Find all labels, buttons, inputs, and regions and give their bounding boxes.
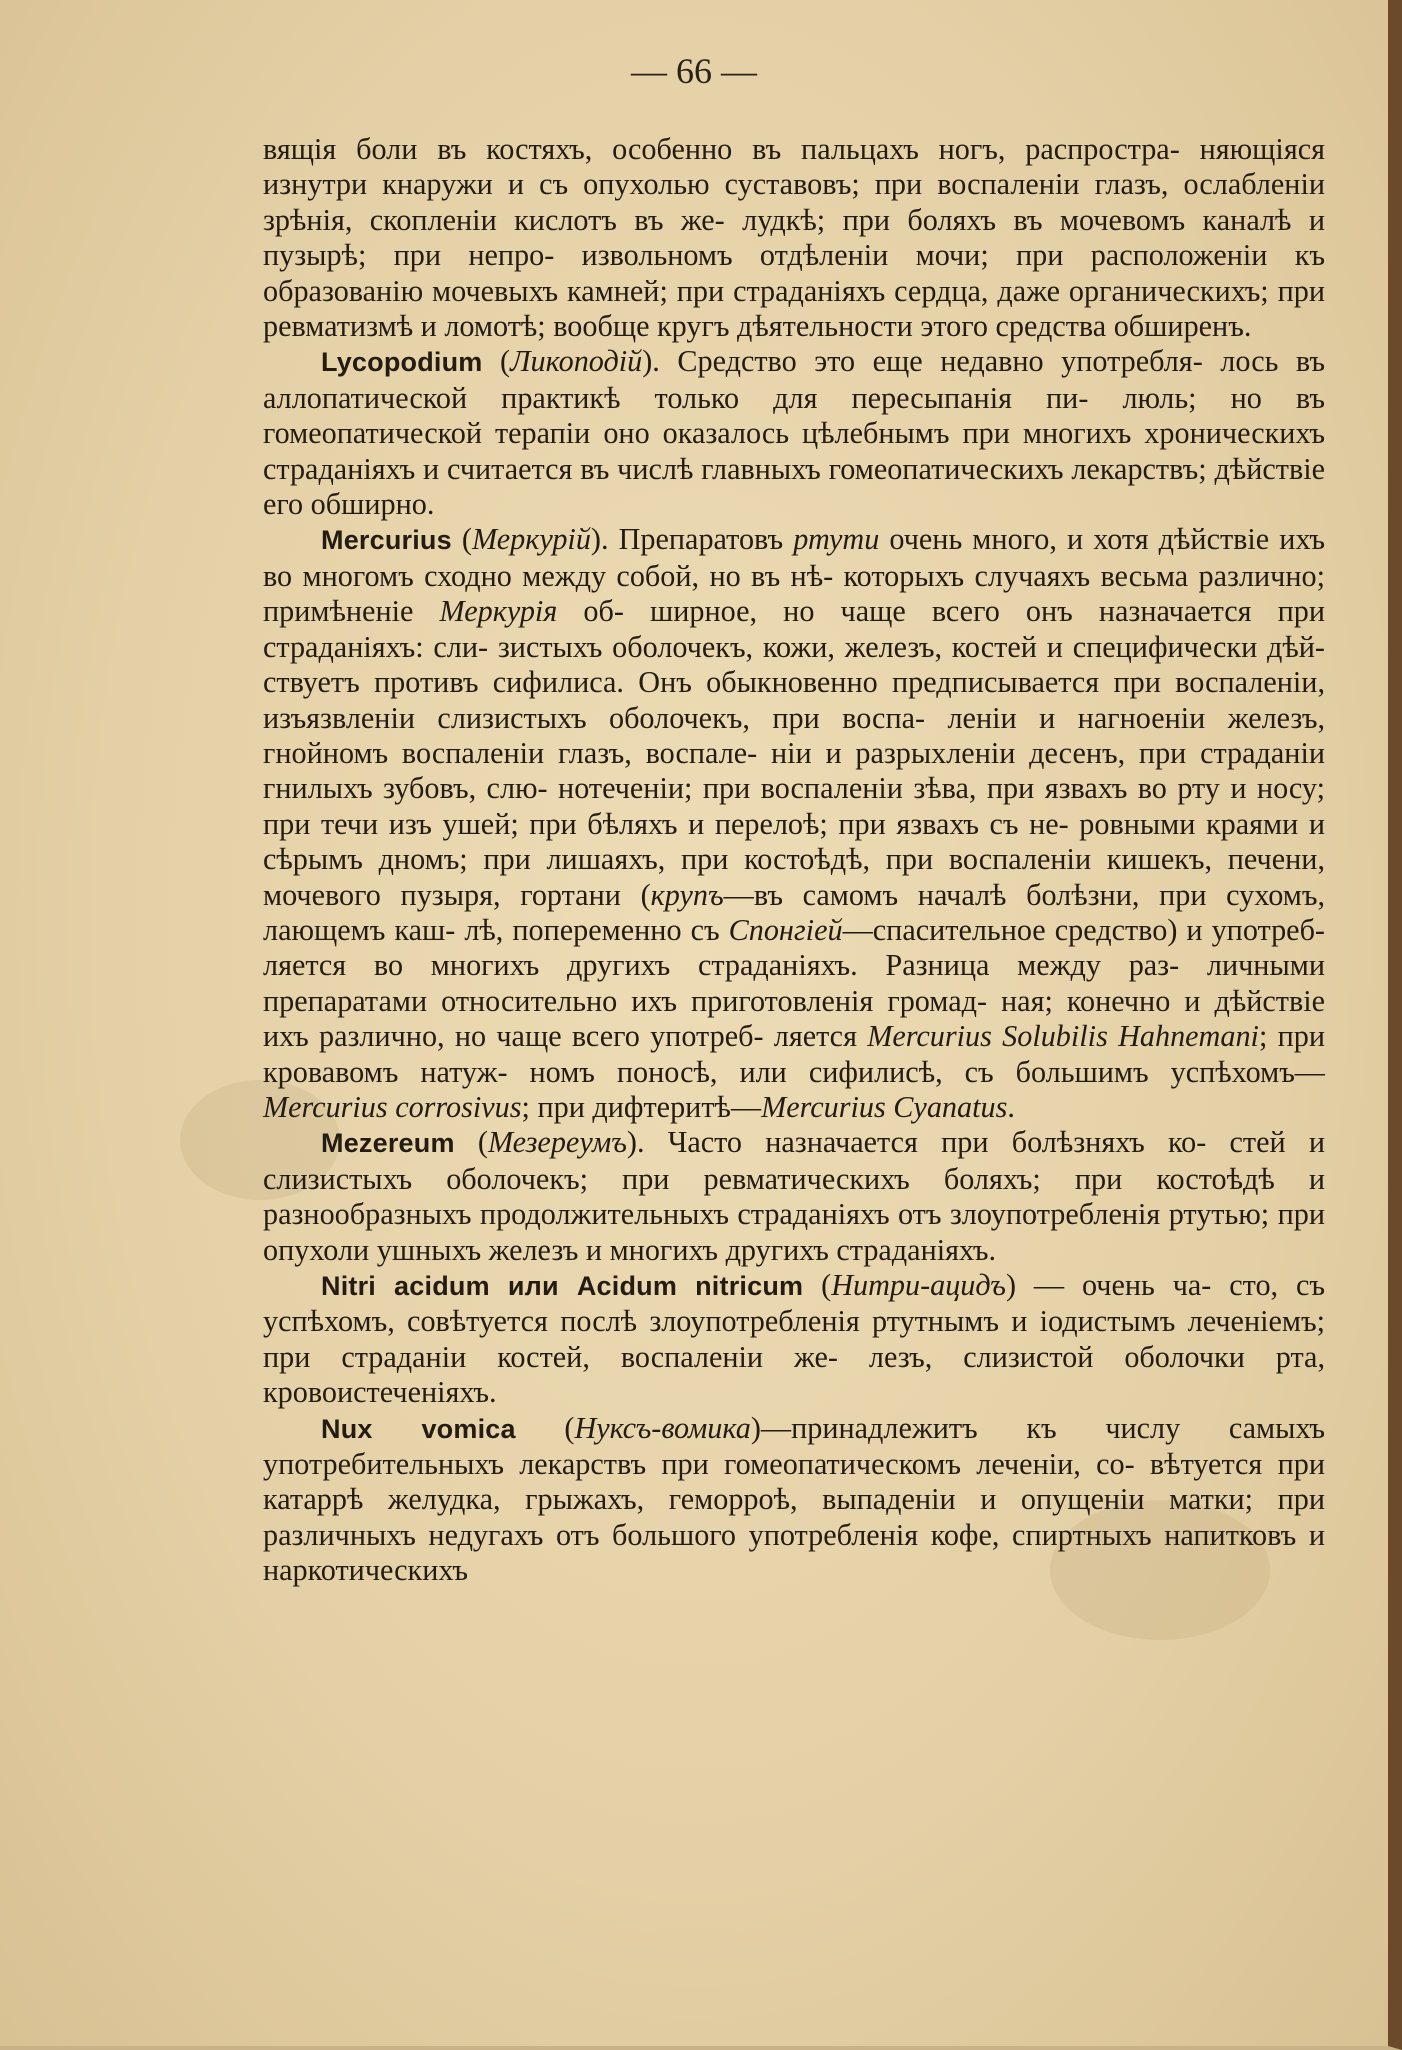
body-text: )—принадлежитъ къ числу самыхъ употребительныхъ лекарствъ при гомеопатическомъ леченіи, со- вѣтуется при катаррѣ желудка, грыжахъ, геморроѣ, выпаденіи и опущеніи матки; при различныхъ недугахъ отъ большого употребленія кофе, спиртныхъ напитковъ и наркотическихъ — [263, 1410, 1325, 1588]
remedy-name: Mezereum — [321, 1128, 455, 1159]
body-text: . — [1007, 1089, 1015, 1124]
body-text: ). Препаратовъ — [590, 522, 794, 557]
paragraph-mezereum — [263, 1125, 1325, 1268]
remedy-name: Nux vomica — [321, 1413, 516, 1444]
italic-term: Mercurius Solubilis Hahnemani — [867, 1019, 1259, 1054]
paragraph-mercurius — [263, 522, 1325, 1125]
body-text: —въ самомъ началѣ болѣзни, при сухомъ, лающемъ каш- лѣ, попеременно съ — [263, 877, 1325, 947]
body-text: ; при дифтеритѣ— — [521, 1089, 762, 1124]
body-text: ( — [454, 1125, 488, 1160]
body-text: ) — очень ча- сто, съ успѣхомъ, совѣтуется послѣ злоупотребленія ртутнымъ и іодистымъ леченіемъ; при страданіи костей, воспаленіи же- лезъ, слизистой оболочки рта, кровоистеченіяхъ. — [263, 1268, 1325, 1410]
body-text: ( — [515, 1410, 575, 1445]
body-text: ). Средство это еще недавно употребля- лось въ аллопатической практикѣ только для пересыпанія пи- люль; но въ гомеопатической терапіи оно оказалось цѣлебнымъ при многихъ хроническихъ страданіяхъ и считается въ числѣ главныхъ гомеопатическихъ лекарствъ; дѣйствіе его обширно. — [263, 344, 1325, 522]
italic-term: Нитри-ацидъ — [831, 1268, 1006, 1302]
italic-term: Меркурій — [472, 522, 591, 557]
paragraph-nitri-acidum — [263, 1268, 1325, 1411]
italic-term: крупъ — [650, 877, 724, 912]
page-number: — 66 — — [631, 51, 757, 91]
remedy-name: Mercurius — [321, 525, 452, 556]
body-text: ; при кровавомъ натуж- номъ поносѣ, или сифилисѣ, съ большимъ успѣхомъ— — [263, 1019, 1325, 1089]
paragraph-nux-vomica — [263, 1411, 1325, 1589]
remedy-name: Nitri acidum или Acidum nitricum — [321, 1271, 804, 1301]
remedy-name: Lycopodium — [321, 347, 483, 378]
italic-term: Мезереумъ — [487, 1125, 627, 1160]
body-text: вящія боли въ костяхъ, особенно въ пальцахъ ногъ, распростра- няющіяся изнутри кнаружи и съ опухолью суставовъ; при воспаленіи глазъ, ослабленіи зрѣнія, скопленіи кислотъ въ же- лудкѣ; при боляхъ въ мочевомъ каналѣ и пузырѣ; при непро- извольномъ отдѣленіи мочи; при расположеніи къ образованію мочевыхъ камней; при страданіяхъ сердца, даже органическихъ; при ревматизмѣ и ломотѣ; вообще кругъ дѣятельности этого средства обширенъ. — [263, 132, 1325, 344]
page-text — [263, 132, 1325, 1589]
body-text: ( — [803, 1268, 832, 1302]
body-text: об- ширное, но чаще всего онъ назначается при страданіяхъ: сли- зистыхъ оболочекъ, кожи, железъ, костей и специфически дѣй- ствуетъ противъ сифилиса. Онъ обыкновенно предписывается при воспаленіи, изъязвленіи слизистыхъ оболочекъ, при воспа- леніи и нагноеніи железъ, гнойномъ воспаленіи глазъ, воспале- ніи и разрыхленіи десенъ, при страданіи гнилыхъ зубовъ, слю- нотеченіи; при воспаленіи зѣва, при язвахъ во рту и носу; при течи изъ ушей; при бѣляхъ и перелоѣ; при язвахъ съ не- ровными краями и сѣрымъ дномъ; при лишаяхъ, при костоѣдѣ, при воспаленіи кишекъ, печени, мочевого пузыря, гортани ( — [263, 594, 1325, 912]
italic-term: Mercurius corrosivus — [263, 1089, 522, 1124]
italic-term: Mercurius Cyanatus — [761, 1089, 1008, 1124]
paragraph-continuation — [263, 132, 1325, 344]
body-text: ). Часто назначается при болѣзняхъ ко- стей и слизистыхъ оболочекъ; при ревматическихъ боляхъ; при костоѣдѣ и разнообразныхъ продолжительныхъ страданіяхъ отъ злоупотребленія ртутью; при опухоли ушныхъ железъ и многихъ другихъ страданіяхъ. — [263, 1125, 1325, 1267]
italic-term: Меркурія — [439, 594, 558, 629]
body-text: ( — [451, 522, 472, 557]
body-text: —спасительное средство) и употреб- ляется во многихъ другихъ страданіяхъ. Разница между раз- личными препаратами относительно ихъ приготовленія громад- ная; конечно и дѣйствіе ихъ различно, но чаще всего употреб- ляется — [263, 912, 1325, 1054]
italic-term: ртути — [793, 522, 880, 557]
italic-term: Нуксъ-вомика — [574, 1410, 751, 1445]
body-text: ( — [482, 344, 511, 379]
paragraph-lycopodium — [263, 344, 1325, 522]
body-text: очень много, и хотя дѣйствіе ихъ во многомъ сходно между собой, но въ нѣ- которыхъ случаяхъ весьма различно; примѣненіе — [263, 522, 1326, 629]
italic-term: Ликоподій — [510, 344, 643, 379]
italic-term: Спонгіей — [728, 912, 843, 947]
